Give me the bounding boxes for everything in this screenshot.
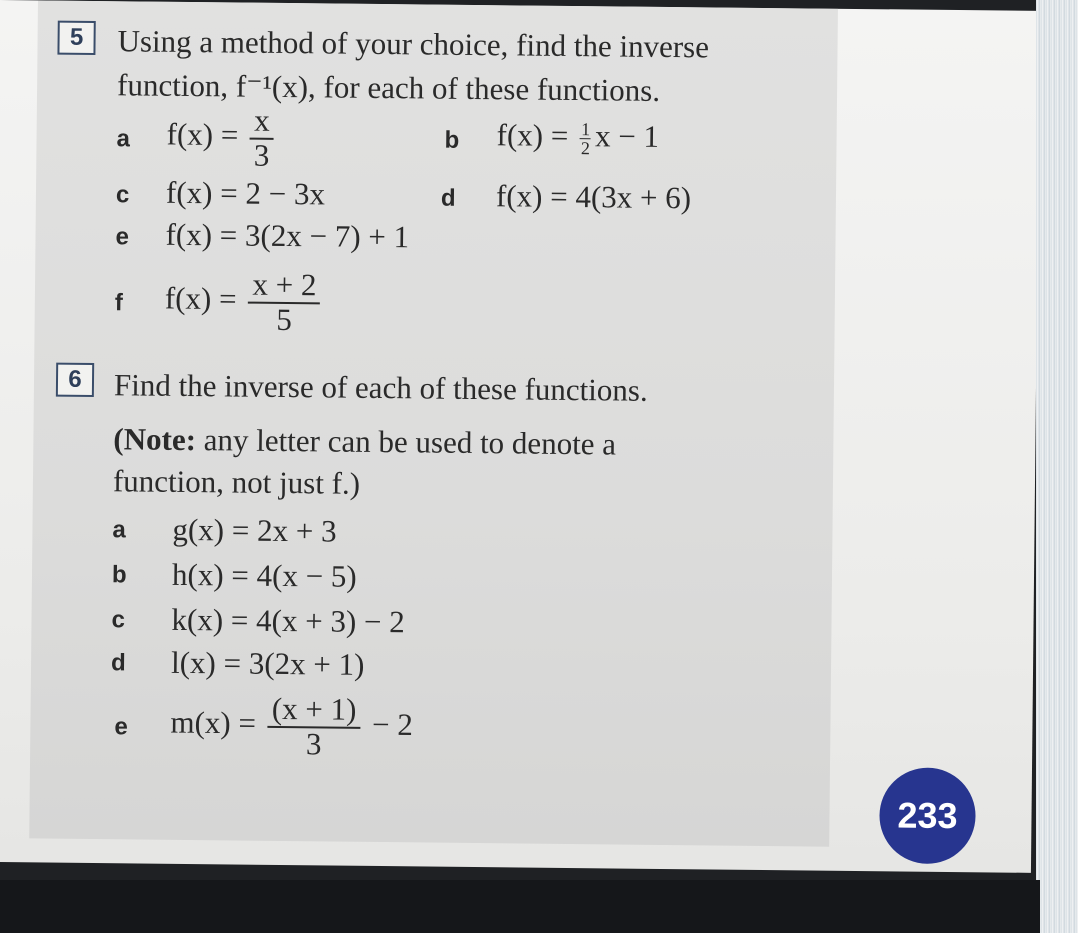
q6-item-d-expr: l(x) = 3(2x + 1) (170, 644, 365, 682)
q6-item-c-label: c (111, 606, 126, 634)
question-6-line-1: Find the inverse of each of these functions. (113, 367, 648, 408)
q6-item-e-numerator: (x + 1) (268, 693, 361, 729)
q5-item-f-lhs: f(x) = (164, 280, 237, 317)
q6-item-e-lhs: m(x) = (170, 704, 257, 741)
q6-item-e-expr (170, 692, 413, 762)
q6-item-e-rest: − 2 (371, 706, 413, 743)
q5-item-a-label: a (116, 125, 131, 153)
question-6-note-rest: any letter can be used to denote a (195, 422, 617, 462)
page-number-badge: 233 (879, 767, 976, 864)
q5-item-e-expr: f(x) = 3(2x − 7) + 1 (165, 216, 410, 255)
q5-item-c-label: c (115, 181, 130, 209)
q5-item-a-fraction (250, 102, 274, 173)
q6-item-b-label: b (111, 561, 127, 589)
q5-item-f-expr (165, 268, 325, 337)
q5-item-f-fraction (248, 266, 321, 337)
q5-item-b-expr (496, 117, 659, 159)
q5-item-b-denominator: 2 (580, 138, 591, 159)
q5-item-a-expr (166, 104, 278, 172)
q6-item-e-denominator: 3 (305, 725, 322, 761)
question-6-line-3: function, not just f.) (112, 463, 361, 501)
q5-item-f-numerator: x + 2 (248, 269, 320, 304)
q5-item-c-expr: f(x) = 2 − 3x (165, 174, 326, 212)
q6-item-e-label: e (114, 713, 128, 741)
question-5-number: 5 (57, 21, 95, 55)
q5-item-b-label: b (444, 126, 460, 154)
q6-item-a-expr: g(x) = 2x + 3 (172, 511, 337, 549)
q6-item-c-expr: k(x) = 4(x + 3) − 2 (171, 601, 405, 640)
q5-item-a-denominator: 3 (253, 137, 270, 173)
q5-item-f-label: f (114, 289, 123, 317)
page-edge (1036, 0, 1078, 933)
question-6-note (113, 421, 616, 462)
background-surface (0, 880, 1040, 933)
q5-item-b-rest: x − 1 (594, 118, 660, 154)
q5-item-b-lhs: f(x) = (496, 117, 569, 153)
q5-item-e-label: e (115, 223, 130, 251)
exercise-panel (29, 0, 838, 846)
q6-item-a-label: a (112, 516, 126, 544)
q5-item-d-label: d (440, 184, 456, 212)
q5-item-b-fraction (580, 120, 591, 159)
q6-item-e-fraction (267, 690, 360, 761)
q5-item-b-numerator: 1 (581, 118, 591, 139)
question-6-number: 6 (56, 363, 94, 397)
q5-item-a-lhs: f(x) = (166, 116, 239, 153)
q5-item-a-numerator: x (250, 105, 274, 140)
q5-item-f-denominator: 5 (276, 301, 293, 337)
question-5-line-2: function, f⁻¹(x), for each of these functions. (116, 67, 661, 108)
question-5-line-1: Using a method of your choice, find the inverse (117, 23, 710, 65)
question-6-note-bold: (Note: (113, 421, 197, 458)
q5-item-d-expr: f(x) = 4(3x + 6) (495, 178, 692, 216)
q6-item-b-expr: h(x) = 4(x − 5) (171, 556, 357, 594)
q6-item-d-label: d (110, 649, 126, 677)
